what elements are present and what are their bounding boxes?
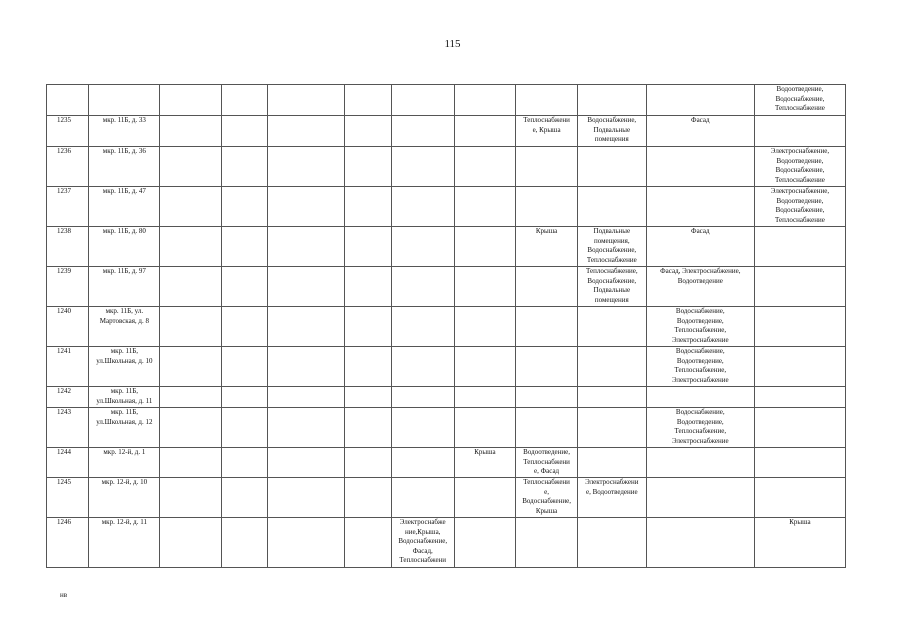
- cell: [221, 387, 268, 408]
- cell: [345, 85, 392, 116]
- cell: [345, 187, 392, 227]
- cell: [454, 518, 516, 568]
- cell: [268, 408, 345, 448]
- cell: [345, 116, 392, 147]
- table-row: [47, 116, 846, 147]
- cell-address: мкр. 12-й, д. 11: [89, 518, 160, 568]
- cell-address: [89, 85, 160, 116]
- cell: [160, 307, 222, 347]
- cell: [345, 518, 392, 568]
- cell-address: мкр. 11Б, ул. Мартовская, д. 8: [89, 307, 160, 347]
- cell: Водоснабжение, Водоотведение, Теплоснабжение, Электроснабжение: [646, 307, 754, 347]
- cell: [268, 387, 345, 408]
- cell: [221, 267, 268, 307]
- cell: [391, 307, 454, 347]
- cell: [160, 187, 222, 227]
- cell-num: 1243: [47, 408, 89, 448]
- cell: [391, 347, 454, 387]
- cell: [516, 408, 578, 448]
- cell-num: 1238: [47, 227, 89, 267]
- cell-address: мкр. 11Б, д. 36: [89, 147, 160, 187]
- cell: [754, 116, 845, 147]
- cell: [221, 85, 268, 116]
- cell: [577, 187, 646, 227]
- cell: [754, 267, 845, 307]
- cell: [160, 85, 222, 116]
- cell: [391, 116, 454, 147]
- cell: Крыша: [454, 448, 516, 478]
- cell: [454, 187, 516, 227]
- cell: [160, 448, 222, 478]
- cell: [160, 387, 222, 408]
- table-row: [47, 387, 846, 408]
- cell: Электроснабжение, Водоотведение, Водоснабжение, Теплоснабжение: [754, 187, 845, 227]
- cell: [221, 478, 268, 518]
- cell-num: 1241: [47, 347, 89, 387]
- table-row: [47, 478, 846, 518]
- cell: [577, 408, 646, 448]
- cell: [221, 116, 268, 147]
- cell: [516, 147, 578, 187]
- cell: [646, 478, 754, 518]
- cell: Электроснабжение, Водоотведение, Водоснабжение, Теплоснабжение: [754, 147, 845, 187]
- cell: [754, 448, 845, 478]
- cell: [221, 307, 268, 347]
- cell: [345, 478, 392, 518]
- cell: [577, 448, 646, 478]
- cell: [454, 307, 516, 347]
- cell: [160, 227, 222, 267]
- cell: [391, 187, 454, 227]
- cell: [160, 478, 222, 518]
- cell: [268, 267, 345, 307]
- cell: [268, 347, 345, 387]
- cell: [160, 408, 222, 448]
- cell: [454, 85, 516, 116]
- cell: [345, 227, 392, 267]
- cell: [268, 448, 345, 478]
- cell: [646, 187, 754, 227]
- cell: [754, 408, 845, 448]
- cell: Фасад, Электроснабжение, Водоотведение: [646, 267, 754, 307]
- cell: Крыша: [516, 227, 578, 267]
- cell: Водоснабжение, Подвальные помещения: [577, 116, 646, 147]
- cell: [345, 448, 392, 478]
- cell: Теплоснабжение, Водоснабжение, Подвальные помещения: [577, 267, 646, 307]
- cell-address: мкр. 11Б, д. 97: [89, 267, 160, 307]
- table-row: [47, 448, 846, 478]
- cell: [516, 518, 578, 568]
- cell: [516, 347, 578, 387]
- cell: [268, 227, 345, 267]
- cell: Электроснабжени е, Водоотведение: [577, 478, 646, 518]
- table-row: [47, 147, 846, 187]
- cell: [454, 387, 516, 408]
- cell: [454, 347, 516, 387]
- cell: [345, 408, 392, 448]
- cell: [345, 347, 392, 387]
- cell: [516, 85, 578, 116]
- cell: [391, 85, 454, 116]
- cell: [221, 147, 268, 187]
- table-row: [47, 307, 846, 347]
- cell: [454, 267, 516, 307]
- table-row: [47, 347, 846, 387]
- cell: [391, 387, 454, 408]
- cell: [454, 147, 516, 187]
- cell: [754, 387, 845, 408]
- cell: Водоснабжение, Водоотведение, Теплоснабжение, Электроснабжение: [646, 347, 754, 387]
- cell: [646, 448, 754, 478]
- cell-num: 1236: [47, 147, 89, 187]
- cell: [646, 147, 754, 187]
- table-row: [47, 267, 846, 307]
- cell-num: 1244: [47, 448, 89, 478]
- cell: [516, 187, 578, 227]
- cell: [268, 307, 345, 347]
- table-row: [47, 518, 846, 568]
- cell: [754, 227, 845, 267]
- cell: [221, 227, 268, 267]
- table-row: [47, 408, 846, 448]
- cell: [577, 85, 646, 116]
- cell: Теплоснабжени е, Водоснабжение, Крыша: [516, 478, 578, 518]
- cell: [454, 227, 516, 267]
- cell: [345, 307, 392, 347]
- cell: Фасад: [646, 227, 754, 267]
- cell: [391, 448, 454, 478]
- cell: Водоотведение, Водоснабжение, Теплоснабжение: [754, 85, 845, 116]
- cell: [221, 448, 268, 478]
- cell-num: 1246: [47, 518, 89, 568]
- cell: [221, 347, 268, 387]
- cell: [454, 408, 516, 448]
- cell: [160, 347, 222, 387]
- cell: [268, 187, 345, 227]
- cell: [577, 387, 646, 408]
- cell: [160, 518, 222, 568]
- cell: Водоотведение, Теплоснабжени е, Фасад: [516, 448, 578, 478]
- cell: Крыша: [754, 518, 845, 568]
- cell: [160, 116, 222, 147]
- cell: [577, 518, 646, 568]
- page-number: 115: [444, 38, 461, 50]
- cell-address: мкр. 11Б, д. 33: [89, 116, 160, 147]
- table-row: [47, 227, 846, 267]
- footer-code: нв: [60, 591, 68, 599]
- cell: [160, 267, 222, 307]
- cell: Электроснабже ние,Крыша, Водоснабжение, Фасад, Теплоснабжени: [391, 518, 454, 568]
- cell: [754, 478, 845, 518]
- register-table: [46, 84, 846, 568]
- table-row: [47, 85, 846, 116]
- cell: [221, 408, 268, 448]
- cell: [345, 147, 392, 187]
- cell: [221, 187, 268, 227]
- cell: [577, 307, 646, 347]
- cell: [454, 478, 516, 518]
- cell: [391, 147, 454, 187]
- cell: [577, 347, 646, 387]
- cell: [268, 85, 345, 116]
- cell: [646, 85, 754, 116]
- cell-address: мкр. 11Б, ул.Школьная, д. 11: [89, 387, 160, 408]
- cell: [646, 518, 754, 568]
- cell-num: 1245: [47, 478, 89, 518]
- cell: [221, 518, 268, 568]
- cell-num: 1237: [47, 187, 89, 227]
- cell: [577, 147, 646, 187]
- cell: [516, 267, 578, 307]
- cell: Подвальные помещения, Водоснабжение, Теплоснабжение: [577, 227, 646, 267]
- cell-address: мкр. 11Б, д. 80: [89, 227, 160, 267]
- cell-address: мкр. 11Б, ул.Школьная, д. 10: [89, 347, 160, 387]
- cell-num: 1240: [47, 307, 89, 347]
- cell: [391, 478, 454, 518]
- cell: [268, 147, 345, 187]
- cell: [516, 387, 578, 408]
- cell-num: 1242: [47, 387, 89, 408]
- cell: [454, 116, 516, 147]
- cell-address: мкр. 12-й, д. 10: [89, 478, 160, 518]
- cell: Теплоснабжени е, Крыша: [516, 116, 578, 147]
- cell: [268, 478, 345, 518]
- cell: Фасад: [646, 116, 754, 147]
- cell: [345, 267, 392, 307]
- cell: [516, 307, 578, 347]
- cell: [646, 387, 754, 408]
- cell-num: [47, 85, 89, 116]
- cell: Водоснабжение, Водоотведение, Теплоснабжение, Электроснабжение: [646, 408, 754, 448]
- cell: [391, 267, 454, 307]
- cell-address: мкр. 11Б, д. 47: [89, 187, 160, 227]
- cell-address: мкр. 12-й, д. 1: [89, 448, 160, 478]
- cell: [391, 227, 454, 267]
- cell-num: 1239: [47, 267, 89, 307]
- cell-address: мкр. 11Б, ул.Школьная, д. 12: [89, 408, 160, 448]
- cell: [160, 147, 222, 187]
- cell: [391, 408, 454, 448]
- table-row: [47, 187, 846, 227]
- cell: [345, 387, 392, 408]
- cell: [754, 307, 845, 347]
- cell-num: 1235: [47, 116, 89, 147]
- cell: [268, 518, 345, 568]
- cell: [754, 347, 845, 387]
- cell: [268, 116, 345, 147]
